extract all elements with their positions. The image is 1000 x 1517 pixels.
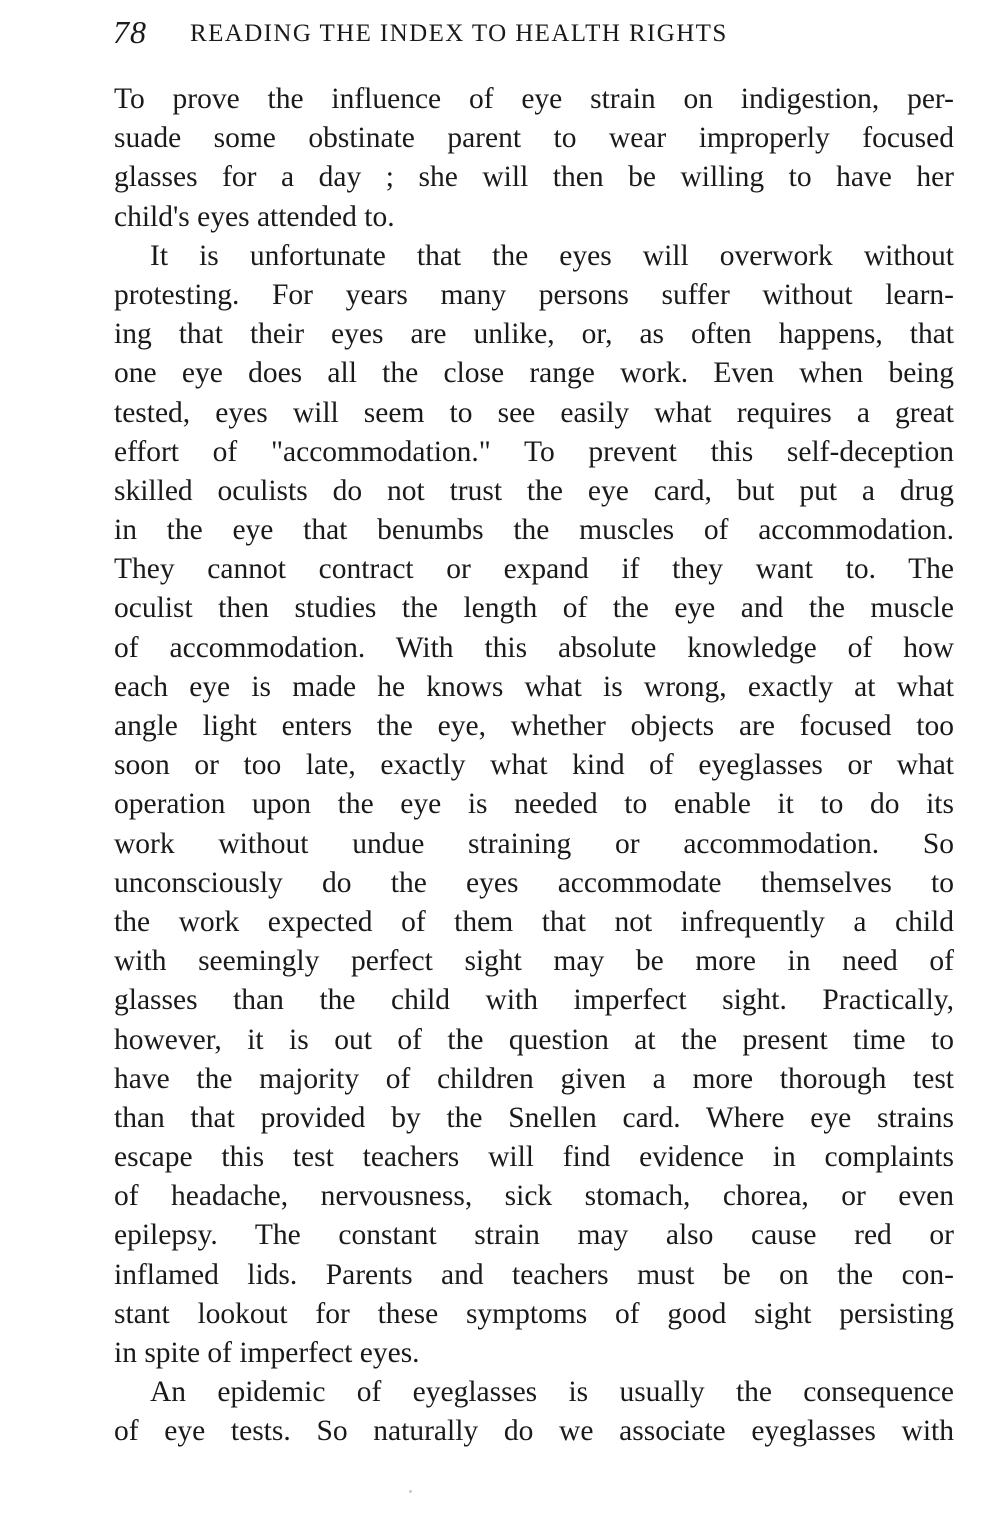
text-line: each eye is made he knows what is wrong, exactly at what [114, 670, 954, 703]
text-line: protesting. For years many persons suffer without learn- [114, 278, 954, 311]
text-line: have the majority of children given a more thorough test [114, 1062, 954, 1095]
text-line: oculist then studies the length of the eye and the muscle [114, 592, 954, 625]
text-line: epilepsy. The constant strain may also cause red or [114, 1219, 954, 1252]
paper-speck [409, 1490, 412, 1493]
text-line: To prove the influence of eye strain on indigestion, per- [114, 83, 954, 115]
text-line: stant lookout for these symptoms of good sight persisting [114, 1297, 954, 1330]
text-line: An epidemic of eyeglasses is usually the consequence [150, 1376, 954, 1409]
text-line: operation upon the eye is needed to enable it to do its [114, 788, 954, 821]
text-line: soon or too late, exactly what kind of eyeglasses or what [114, 749, 954, 782]
text-line: the work expected of them that not infrequently a child [114, 905, 954, 938]
body-text [114, 80, 954, 1452]
text-line: angle light enters the eye, whether objects are focused too [114, 710, 954, 742]
text-line: in the eye that benumbs the muscles of accommodation. [114, 514, 954, 547]
text-line: It is unfortunate that the eyes will overwork without [150, 239, 954, 272]
text-line: suade some obstinate parent to wear improperly focused [114, 122, 954, 155]
running-title: READING THE INDEX TO HEALTH RIGHTS [190, 20, 728, 47]
text-line: work without undue straining or accommodation. So [114, 827, 954, 860]
text-line: than that provided by the Snellen card. Where eye strains [114, 1101, 954, 1134]
text-line: however, it is out of the question at the present time to [114, 1023, 954, 1056]
text-line: of eye tests. So naturally do we associate eyeglasses with [114, 1415, 954, 1448]
text-line: one eye does all the close range work. Even when being [114, 357, 954, 390]
text-line: in spite of imperfect eyes. [114, 1337, 420, 1369]
text-line: tested, eyes will seem to see easily what requires a great [114, 396, 954, 429]
text-line: effort of "accommodation." To prevent this self-deception [114, 435, 954, 468]
text-line: child's eyes attended to. [114, 200, 395, 233]
text-line: skilled oculists do not trust the eye card, but put a drug [114, 474, 954, 507]
text-line: glasses for a day ; she will then be willing to have her [114, 161, 954, 194]
text-line: with seemingly perfect sight may be more in need of [114, 945, 954, 978]
text-line: of headache, nervousness, sick stomach, chorea, or even [114, 1180, 954, 1213]
page-number: 78 [113, 14, 147, 50]
text-line: They cannot contract or expand if they want to. The [114, 553, 954, 586]
text-line: escape this test teachers will find evidence in complaints [114, 1141, 954, 1174]
text-line: inflamed lids. Parents and teachers must be on the con- [114, 1258, 954, 1291]
text-line: glasses than the child with imperfect sight. Practically, [114, 984, 954, 1017]
running-head [113, 14, 893, 58]
text-line: of accommodation. With this absolute knowledge of how [114, 631, 954, 664]
text-line: ing that their eyes are unlike, or, as often happens, that [114, 318, 954, 351]
text-line: unconsciously do the eyes accommodate themselves to [114, 866, 954, 899]
